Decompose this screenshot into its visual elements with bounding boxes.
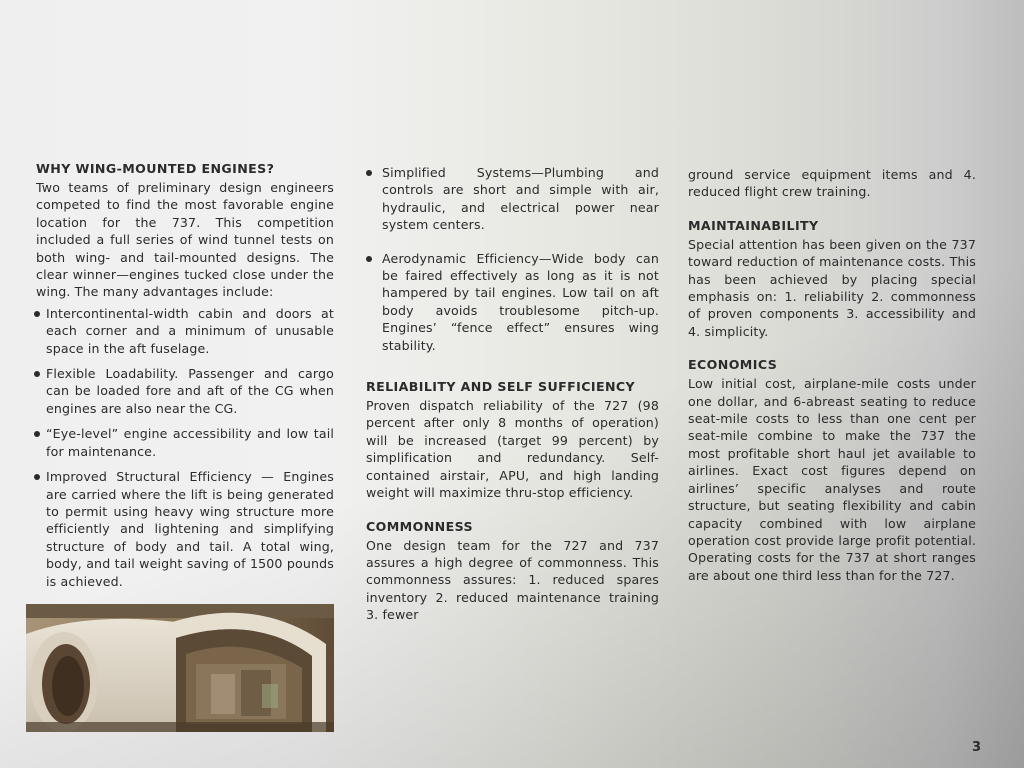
list-item-text: Flexible Loadability. Passenger and cargo can be loaded fore and aft of the CG when engines are also near the CG. xyxy=(46,366,334,416)
economics-paragraph: Low initial cost, airplane-mile costs under one dollar, and 6-abreast seating to reduce seat-mile costs to less than one cent per seat-mile combine to make the 737 the most profitable short haul jet available to airlines. Exact cost figures depend on airlines’ specific analyses and route structure, but seating flexibility and cabin capacity combined with low airplane operation cost provide large profit potential. Operating costs for the 737 at short ranges are about one third less than for the 727. xyxy=(688,376,976,583)
heading-economics: ECONOMICS xyxy=(688,357,778,373)
list-item-text: “Eye-level” engine accessibility and low tail for maintenance. xyxy=(46,426,334,459)
list-item-text: Simplified Systems—Plumbing and controls are short and simple with air, hydraulic, and electrical power near system centers. xyxy=(382,165,659,233)
section-reliability xyxy=(366,378,659,501)
engine-nacelle-photo xyxy=(26,604,334,732)
commonness-continuation: ground service equipment items and 4. reduced flight crew training. xyxy=(688,167,976,200)
list-item xyxy=(34,468,334,590)
list-item-text: Aerodynamic Efficiency—Wide body can be faired effectively as long as it is not hampered by tail engines. Low tail on aft body avoids troublesome pitch-up. Engines’ “fence effect” ensures wing stability. xyxy=(382,250,659,353)
list-item xyxy=(34,425,334,460)
reliability-paragraph: Proven dispatch reliability of the 727 (98 percent after only 8 months of operation) will be increased (target 99 percent) by simplification and redundancy. Self-contained airstair, APU, and high landing weight will maximize thru-stop efficiency. xyxy=(366,398,659,501)
intro-paragraph: Two teams of preliminary design engineers competed to find the most favorable engine location for the 737. This competition included a full series of wind tunnel tests on both wing- and tail-mounted designs. The clear winner—engines tucked close under the wing. The many advantages include: xyxy=(36,180,334,300)
column-1 xyxy=(36,160,334,598)
list-item-text: Intercontinental-width cabin and doors at each corner and a minimum of unusable space in the aft fuselage. xyxy=(46,305,334,356)
bullet-icon xyxy=(34,474,40,480)
bullet-icon xyxy=(34,431,40,437)
bullet-icon xyxy=(34,371,40,377)
section-maintainability xyxy=(688,217,976,340)
bullet-icon xyxy=(366,256,372,262)
heading-why-wing-mounted-engines: WHY WING-MOUNTED ENGINES? xyxy=(36,161,275,176)
page-number: 3 xyxy=(972,740,982,755)
bullet-icon xyxy=(34,311,40,317)
section-economics xyxy=(688,356,976,584)
maintainability-paragraph: Special attention has been given on the 737 toward reduction of maintenance costs. This has been achieved by placing special emphasis on: 1. reliability 2. commonness of proven components 3. accessibility and 4. simplicity. xyxy=(688,236,976,339)
heading-maintainability: MAINTAINABILITY xyxy=(688,217,819,233)
column-3 xyxy=(688,166,976,584)
bullet-icon xyxy=(366,170,372,176)
list-item xyxy=(34,365,334,417)
column-2 xyxy=(366,164,659,624)
list-item xyxy=(366,164,659,234)
heading-reliability: RELIABILITY AND SELF SUFFICIENCY xyxy=(366,379,636,395)
heading-commonness: COMMONNESS xyxy=(366,518,473,534)
engine-photo-illustration xyxy=(26,604,334,732)
advantages-list xyxy=(36,305,334,590)
list-item-text: Improved Structural Efficiency — Engines are carried where the lift is being generated to permit using heavy wing structure more efficiently and lightening and simplifying structure of body and tail. A total wing, body, and tail weight saving of 1500 pounds is achieved. xyxy=(46,469,334,589)
list-item xyxy=(34,305,334,357)
advantages-list-continued xyxy=(366,164,659,354)
section-commonness xyxy=(366,518,659,624)
commonness-paragraph: One design team for the 727 and 737 assures a high degree of commonness. This commonness assures: 1. reduced spares inventory 2. reduced maintenance training 3. fewer xyxy=(366,537,659,623)
list-item xyxy=(366,250,659,354)
